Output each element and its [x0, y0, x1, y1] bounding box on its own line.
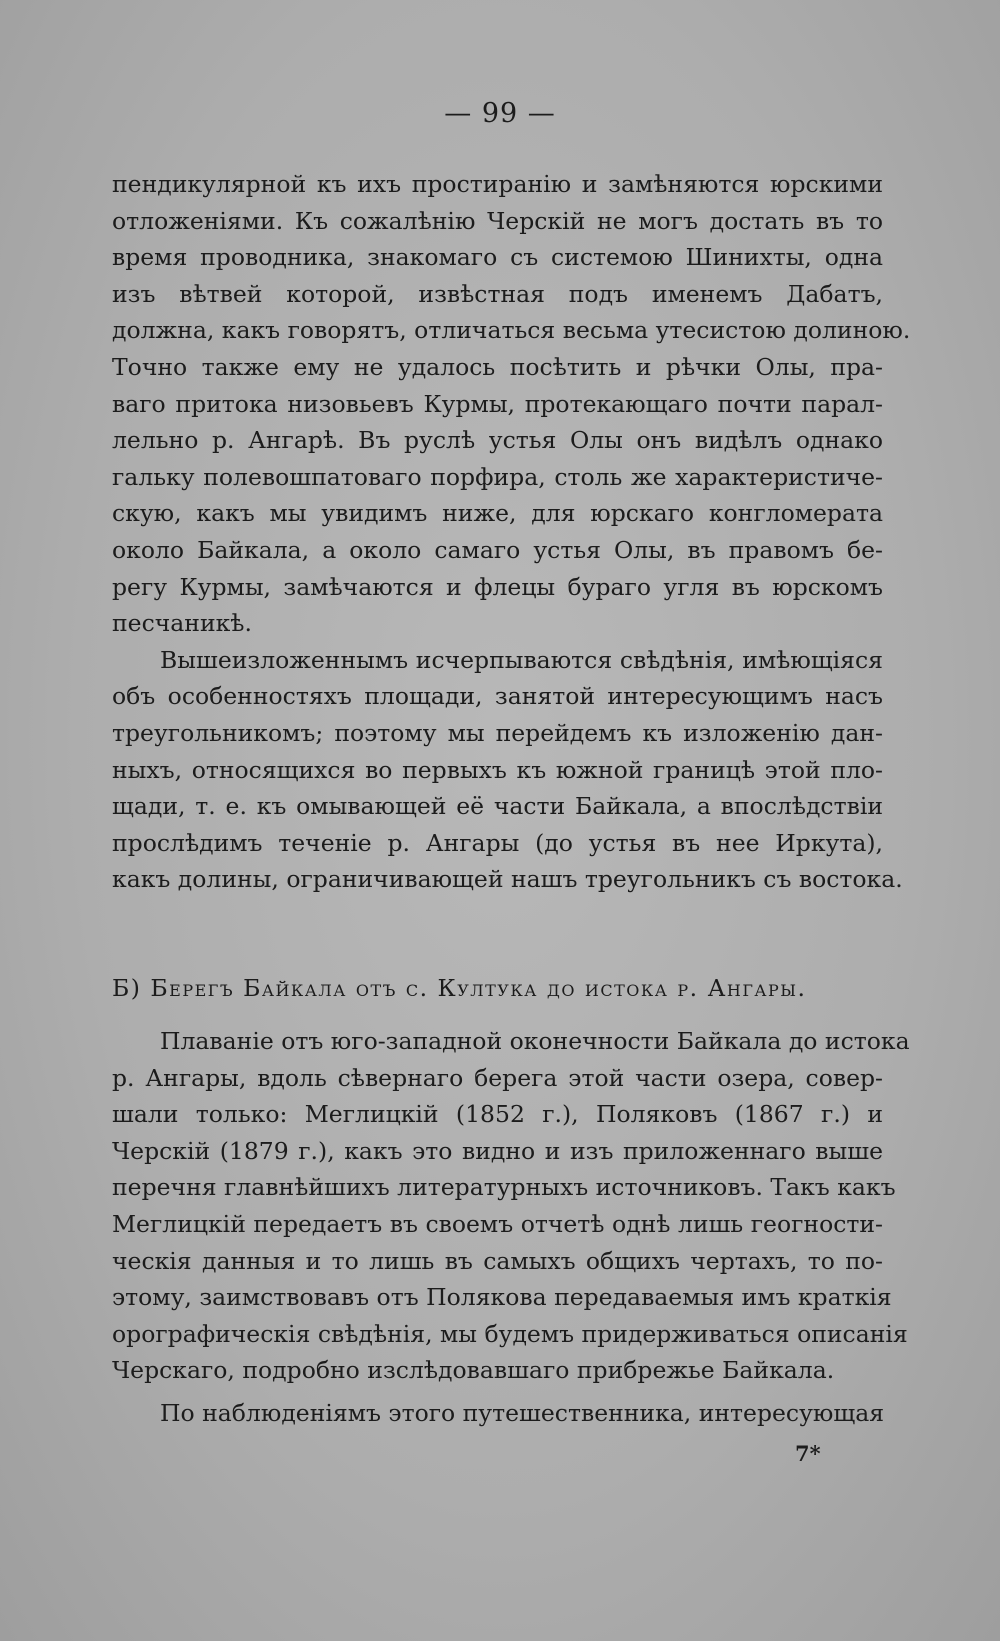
- paragraph-3: [112, 1023, 910, 1389]
- page-number: — 99 —: [444, 98, 556, 129]
- signature-mark: 7*: [795, 1441, 821, 1466]
- text-line: скую, какъ мы увидимъ ниже, для юрскаго конгломерата: [112, 499, 883, 528]
- text-line: орографическія свѣдѣнія, мы будемъ придерживаться описанія: [112, 1319, 908, 1348]
- text-line: ныхъ, относящихся во первыхъ къ южной границѣ этой пло-: [112, 755, 883, 784]
- paragraph-2: [112, 642, 903, 898]
- text-line: этому, заимствовавъ отъ Полякова передаваемыя имъ краткія: [112, 1283, 892, 1312]
- text-line: Черскій (1879 г.), какъ это видно и изъ приложеннаго выше: [112, 1136, 883, 1165]
- text-line: какъ долины, ограничивающей нашъ треугольникъ съ востока.: [112, 865, 903, 894]
- text-line: около Байкала, а около самаго устья Олы, въ правомъ бе-: [112, 535, 883, 564]
- section-heading: Б) Берегъ Байкала отъ с. Култука до истока р. Ангары.: [112, 974, 807, 1002]
- text-line: Меглицкій передаетъ въ своемъ отчетѣ однѣ лишь геогности-: [112, 1209, 883, 1238]
- text-line: изъ вѣтвей которой, извѣстная подъ именемъ Дабатъ,: [112, 279, 883, 308]
- text-line: песчаникѣ.: [112, 609, 252, 638]
- text-line: должна, какъ говорятъ, отличаться весьма утесистою долиною.: [112, 316, 911, 345]
- text-line: Черскаго, подробно изслѣдовавшаго прибрежье Байкала.: [112, 1356, 835, 1385]
- text-line: пендикулярной къ ихъ простиранію и замѣняются юрскими: [112, 170, 883, 198]
- text-line: перечня главнѣйшихъ литературныхъ источниковъ. Такъ какъ: [112, 1173, 896, 1202]
- text-line: гальку полевошпатоваго порфира, столь же характеристиче-: [112, 462, 883, 491]
- text-line: треугольникомъ; поэтому мы перейдемъ къ изложенію дан-: [112, 718, 883, 747]
- text-block-paragraphs-3-4: [112, 1023, 910, 1432]
- text-line: отложеніями. Къ сожалѣнію Черскій не могъ достать въ то: [112, 206, 883, 235]
- text-line: шали только: Меглицкій (1852 г.), Поляковъ (1867 г.) и: [112, 1100, 883, 1129]
- text-line: По наблюденіямъ этого путешественника, интересующая: [160, 1398, 885, 1427]
- text-line: лельно р. Ангарѣ. Въ руслѣ устья Олы онъ видѣлъ однако: [112, 426, 883, 455]
- text-line: Плаваніе отъ юго-западной оконечности Байкала до истока: [160, 1027, 910, 1055]
- paragraph-1: [112, 166, 911, 642]
- text-line: р. Ангары, вдоль сѣвернаго берега этой части озера, совер-: [112, 1063, 883, 1092]
- paragraph-4: [112, 1395, 883, 1432]
- text-line: время проводника, знакомаго съ системою Шинихты, одна: [112, 243, 883, 272]
- text-line: щади, т. е. къ омывающей её части Байкала, а впослѣдствіи: [112, 792, 883, 821]
- text-line: объ особенностяхъ площади, занятой интересующимъ насъ: [112, 682, 883, 711]
- text-line: ческія данныя и то лишь въ самыхъ общихъ чертахъ, то по-: [112, 1246, 883, 1275]
- text-line: Точно также ему не удалось посѣтить и рѣчки Олы, пра-: [112, 352, 883, 381]
- text-line: прослѣдимъ теченіе р. Ангары (до устья въ нее Иркута),: [112, 828, 883, 857]
- text-block-paragraphs-1-2: [112, 166, 911, 898]
- text-line: ваго притока низовьевъ Курмы, протекающаго почти парал-: [112, 389, 883, 418]
- text-line: регу Курмы, замѣчаются и флецы бураго угля въ юрскомъ: [112, 572, 883, 601]
- text-line: Вышеизложеннымъ исчерпываются свѣдѣнія, имѣющіяся: [160, 645, 883, 674]
